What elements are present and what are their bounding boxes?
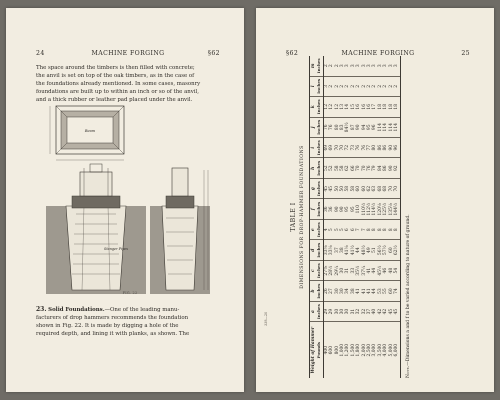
table-cell: 3 [340,56,345,76]
table-cell: 8 [383,219,388,239]
table-cell: 45 [394,301,400,321]
text-line: shown in Fig. 22. It is made by digging a hole of the [36,322,179,329]
table-cell: 3 [323,76,329,96]
right-section-mark: §62 [286,50,299,57]
plan-view [50,106,124,160]
table-cell: 37 [367,301,372,321]
table-cell: 44 [372,281,377,301]
table-cell: 29 [329,301,334,321]
table-cell: 70 [335,138,340,158]
table-note [406,56,411,378]
table-cell: 2 [345,76,350,96]
table-cell: 3 [372,56,377,76]
table-unit: Inches [316,281,323,301]
table-cell: 76 [367,158,372,178]
table-cell: 37¼ [362,260,367,280]
table-cell: 33⅛ [323,240,329,260]
section-23 [36,306,218,339]
table-cell: 70 [389,178,394,198]
table-cell: 96 [372,117,377,137]
table-cell: 3 [394,56,400,76]
table-cell: 1,800 [356,343,362,357]
table-cell: 76 [356,138,361,158]
table-cell: 69 [329,138,334,158]
table-cell: 144½ [394,199,400,219]
section-first-line [36,306,218,315]
table-cell: 50 [340,178,345,198]
table-header: f [310,199,317,219]
table-cell: 41½ [351,240,356,260]
table-cell: 15 [351,97,356,117]
table-cell: 8 [372,219,377,239]
front-section [46,164,146,294]
table-cell: 27 [329,281,334,301]
table-cell: 63 [372,178,377,198]
table-header: l [310,76,317,96]
table-cell: 600 [329,345,335,355]
table-cell: 62 [345,158,350,178]
table-cell: 41 [356,281,361,301]
page-footer-mark: 338—20 [264,311,268,326]
table-cell: 27⅝ [323,260,329,280]
table-header: c [310,260,317,280]
section-label: Stanger Pipes [104,247,129,251]
table-cell: 17 [372,97,377,117]
table-cell: 41 [367,260,372,280]
table-cell: 80 [335,117,340,137]
table-cell: 110 [356,199,361,219]
section-number: 23. [36,306,47,313]
table-cell: 2 [329,76,334,96]
text-line: facturers of drop hammers recommends the foundation [36,314,189,321]
table-cell: 60 [356,178,361,198]
table-cell: 58 [340,158,345,178]
table-cell: 35½ [356,260,361,280]
table-cell: 90 [340,199,345,219]
table-cell: 41 [362,281,367,301]
table-cell: 58 [351,178,356,198]
table-cell: 30 [345,301,350,321]
table-cell: 95 [351,199,356,219]
table-cell: 14 [345,97,350,117]
table-cell: 95 [367,117,372,137]
table-cell: 1,200 [345,343,351,357]
table-body [323,56,400,378]
section-heading: Solid Foundations. [48,307,105,313]
table-cell: 2 [335,76,340,96]
table-cell: 68 [383,178,388,198]
table-cell: 58 [345,178,350,198]
table-header: h [310,158,317,178]
table-header: m [310,56,317,76]
text-line: the anvil is set on top of the oak timbers, as in the case of [36,72,195,79]
table-cell: 114 [389,117,394,137]
table-cell: 62 [367,178,372,198]
table-cell: 6 [351,219,356,239]
table-cell: 2 [372,76,377,96]
table-cell: 16 [362,97,367,117]
table-unit: Inches [316,199,323,219]
table-cell: 45½ [378,260,383,280]
table-cell: 18 [378,97,383,117]
table-cell: 114½ [372,199,377,219]
table-cell: 8 [378,219,383,239]
text-line: foundations are built up to within an inch or so of the anvil, [36,88,199,95]
table-cell: 33⅛ [329,240,334,260]
table-note-label: Note. [405,365,411,378]
table-cell: 12 [335,97,340,117]
table-unit: Pounds [316,322,323,378]
table-cell: 2 [329,56,334,76]
table-cell: 5 [329,219,334,239]
table-cell: 135⅛ [389,199,394,219]
table-cell: 76 [323,117,329,137]
table-cell: 2 [340,76,345,96]
table-cell: 45 [389,301,394,321]
table-header: Weight of Hammer [310,322,317,378]
table-cell: 40 [372,301,377,321]
table-cell: 18 [394,97,400,117]
table-cell: 4 [323,219,329,239]
table-cell: 94 [362,117,367,137]
table-cell: 5 [340,219,345,239]
table-subtitle: DIMENSIONS FOR DROP-HAMMER FOUNDATIONS [300,145,305,289]
table-cell: 2 [362,76,367,96]
right-page-number: 25 [461,50,470,57]
table-cell: 12 [329,97,334,117]
text-line: —One of the leading manu- [104,307,180,313]
table-cell: 2 [394,76,400,96]
table-cell: 7 [356,219,361,239]
table-cell: 83 [340,117,345,137]
table-cell: 68 [378,178,383,198]
table-cell: 125½ [383,199,388,219]
table-cell: 51 [372,240,377,260]
side-section [150,168,210,294]
table-unit: Inches [316,76,323,96]
table-cell: 90 [335,199,340,219]
table-cell: 3,000 [372,343,378,357]
text-line: required depth, and lining it with planks, as shown. The [36,330,190,337]
table-cell: 800 [334,345,340,355]
table-cell: 2 [335,56,340,76]
table-cell: 86 [378,138,383,158]
table-cell: 30 [340,260,345,280]
table-cell: 38 [351,281,356,301]
table-cell: 120⅛ [378,199,383,219]
table-cell: 70 [356,158,361,178]
table-header: b [310,281,317,301]
table-cell: 2,000 [361,343,367,357]
table-cell: 70 [394,178,400,198]
table-cell: 4,000 [383,343,389,357]
table-cell: 3 [362,56,367,76]
table-cell: 3 [351,56,356,76]
table-header: e [310,219,317,239]
table-cell: 32 [362,301,367,321]
left-section-mark: §62 [207,50,220,57]
left-running-title: MACHINE FORGING [91,50,165,57]
table-cell: 16 [356,97,361,117]
table-cell: 33 [351,260,356,280]
table-unit: Inches [316,158,323,178]
table-cell: 55 [383,281,388,301]
table-cell: 13 [340,97,345,117]
table-cell: 87 [351,117,356,137]
plan-label: Beam [84,129,96,133]
table-cell: 1,000 [340,343,346,357]
table-cell: 76 [362,138,367,158]
table-cell: 2 [367,76,372,96]
table-cell: 42 [383,301,388,321]
rotated-table-block [288,52,478,382]
table-cell: 41 [367,281,372,301]
table-cell: 96 [394,138,400,158]
table-row [394,56,400,378]
table-header: i [310,138,317,158]
table-cell: 34 [345,281,350,301]
table-cell: 3 [367,56,372,76]
table-cell: 114 [394,117,400,137]
table-cell: 26 [323,281,329,301]
table-cell: 66 [351,158,356,178]
table-cell: 95 [345,199,350,219]
table-cell: 29 [323,301,329,321]
table-cell: 60 [389,281,394,301]
table-cell: 28½ [329,260,334,280]
table-cell: 42 [378,301,383,321]
table-cell: 53 [378,281,383,301]
table-note-text: —Dimensions a and f to be varied according to nature of ground. [405,214,411,366]
table-unit: Inches [316,260,323,280]
table-cell: 86 [383,158,388,178]
table-cell: 84 [378,158,383,178]
table-cell: 45 [323,178,329,198]
table-title: TABLE I [290,202,297,232]
table-cell: 29¼ [335,260,340,280]
table-cell: 46 [383,260,388,280]
left-running-head [36,50,220,60]
table-cell: 90 [356,117,361,137]
table-unit: Inches [316,219,323,239]
table-cell: 8 [389,219,394,239]
table-header-row [310,56,317,378]
table-cell: 7 [362,219,367,239]
table-unit: Inches [316,56,323,76]
table-cell: 8 [394,219,400,239]
text-line: The space around the timbers is then filled with concrete; [36,65,195,71]
table-cell: 90 [389,158,394,178]
table-cell: 44 [372,260,377,280]
table-cell: 2,500 [367,343,373,357]
table-unit: Inches [316,117,323,137]
table-cell: 70 [340,138,345,158]
table-cell: 114 [378,117,383,137]
table-cell: 2 [351,76,356,96]
table-cell: 41⅛ [345,240,350,260]
table-cell: 31 [345,260,350,280]
table-cell: 60 [362,178,367,198]
table-cell: 62½ [394,240,400,260]
table-cell: 114 [383,117,388,137]
table-cell: 30 [335,281,340,301]
table-cell: 44 [356,240,361,260]
table-cell: 77 [367,138,372,158]
table-cell: 84½ [345,117,350,137]
table-cell: 73 [351,138,356,158]
table-cell: 52 [329,158,334,178]
table-cell: 38 [340,240,345,260]
table-header: k [310,97,317,117]
table-cell: 12 [323,97,329,117]
table-unit: Inches [316,301,323,321]
table-unit: Inches [316,138,323,158]
table-cell: 3 [378,56,383,76]
table-cell: 2 [389,76,394,96]
table-unit: Inches [316,97,323,117]
table-cell: 16 [367,97,372,117]
table-cell: 110½ [362,199,367,219]
foundation-drawing [46,102,214,298]
table-cell: 56½ [378,240,383,260]
table-cell: 90 [389,138,394,158]
table-cell: 52 [323,158,329,178]
table-header: a [310,301,317,321]
table-cell: 6 [345,219,350,239]
table-cell: 2 [383,76,388,96]
table-unit: Inches [316,240,323,260]
table-cell: 5 [335,219,340,239]
table-cell: 18 [383,97,388,117]
table-header: j [310,117,317,137]
table-header: g [310,178,317,198]
table-cell: 48 [389,260,394,280]
table-cell: 8 [367,219,372,239]
table-cell: 76 [329,117,334,137]
table-cell: 37 [335,240,340,260]
table-cell: 6,000 [394,322,400,378]
table-cell: 74 [394,281,400,301]
intro-paragraph [36,65,218,105]
table-cell: 400 [323,345,329,355]
table-unit: Inches [316,178,323,198]
figure-caption: FIG. 22 [122,291,138,295]
table-cell: 58 [335,158,340,178]
table-cell: 69 [323,138,329,158]
left-page [6,8,244,392]
table-cell: 3 [383,56,388,76]
table-cell: 36 [329,199,334,219]
table-cell: 57½ [383,240,388,260]
table-cell: 3,500 [377,343,383,357]
table-cell: 31 [351,301,356,321]
table-units-row [316,56,323,378]
table-cell: 5,000 [388,343,394,357]
table-cell: 49 [367,240,372,260]
table-cell: 70 [362,158,367,178]
text-line: the foundations already mentioned. In some cases, masonry [36,80,201,87]
right-running-title: MACHINE FORGING [341,50,415,57]
table-cell: 72 [345,138,350,158]
table-cell: 80 [372,138,377,158]
table-cell: 79 [372,158,377,178]
table-cell: 3 [345,56,350,76]
table-cell: 60 [389,240,394,260]
table-cell: 92 [394,158,400,178]
table-cell: 2 [378,76,383,96]
table-cell: 36 [323,199,329,219]
table-cell: 2 [356,76,361,96]
table-cell: 1,500 [350,343,356,357]
table-cell: 54 [394,260,400,280]
table-cell: 2 [323,56,329,76]
table-cell: 86 [383,138,388,158]
dimensions-table [309,56,401,378]
table-cell: 112½ [367,199,372,219]
right-page [256,8,494,392]
table-cell: 3 [389,56,394,76]
table-cell: 45 [329,178,334,198]
left-page-number: 24 [36,50,45,57]
table-header: d [310,240,317,260]
table-cell: 32 [356,301,361,321]
table-cell: 30 [340,301,345,321]
table-cell: 30 [335,301,340,321]
table-cell: 48½ [362,240,367,260]
table-cell: 30 [340,281,345,301]
table-cell: 50 [335,178,340,198]
table-cell: 18 [389,97,394,117]
foundation-figure [46,102,214,298]
text-line: and a thick rubber or leather pad placed under the anvil. [36,96,193,103]
table-cell: 3 [356,56,361,76]
